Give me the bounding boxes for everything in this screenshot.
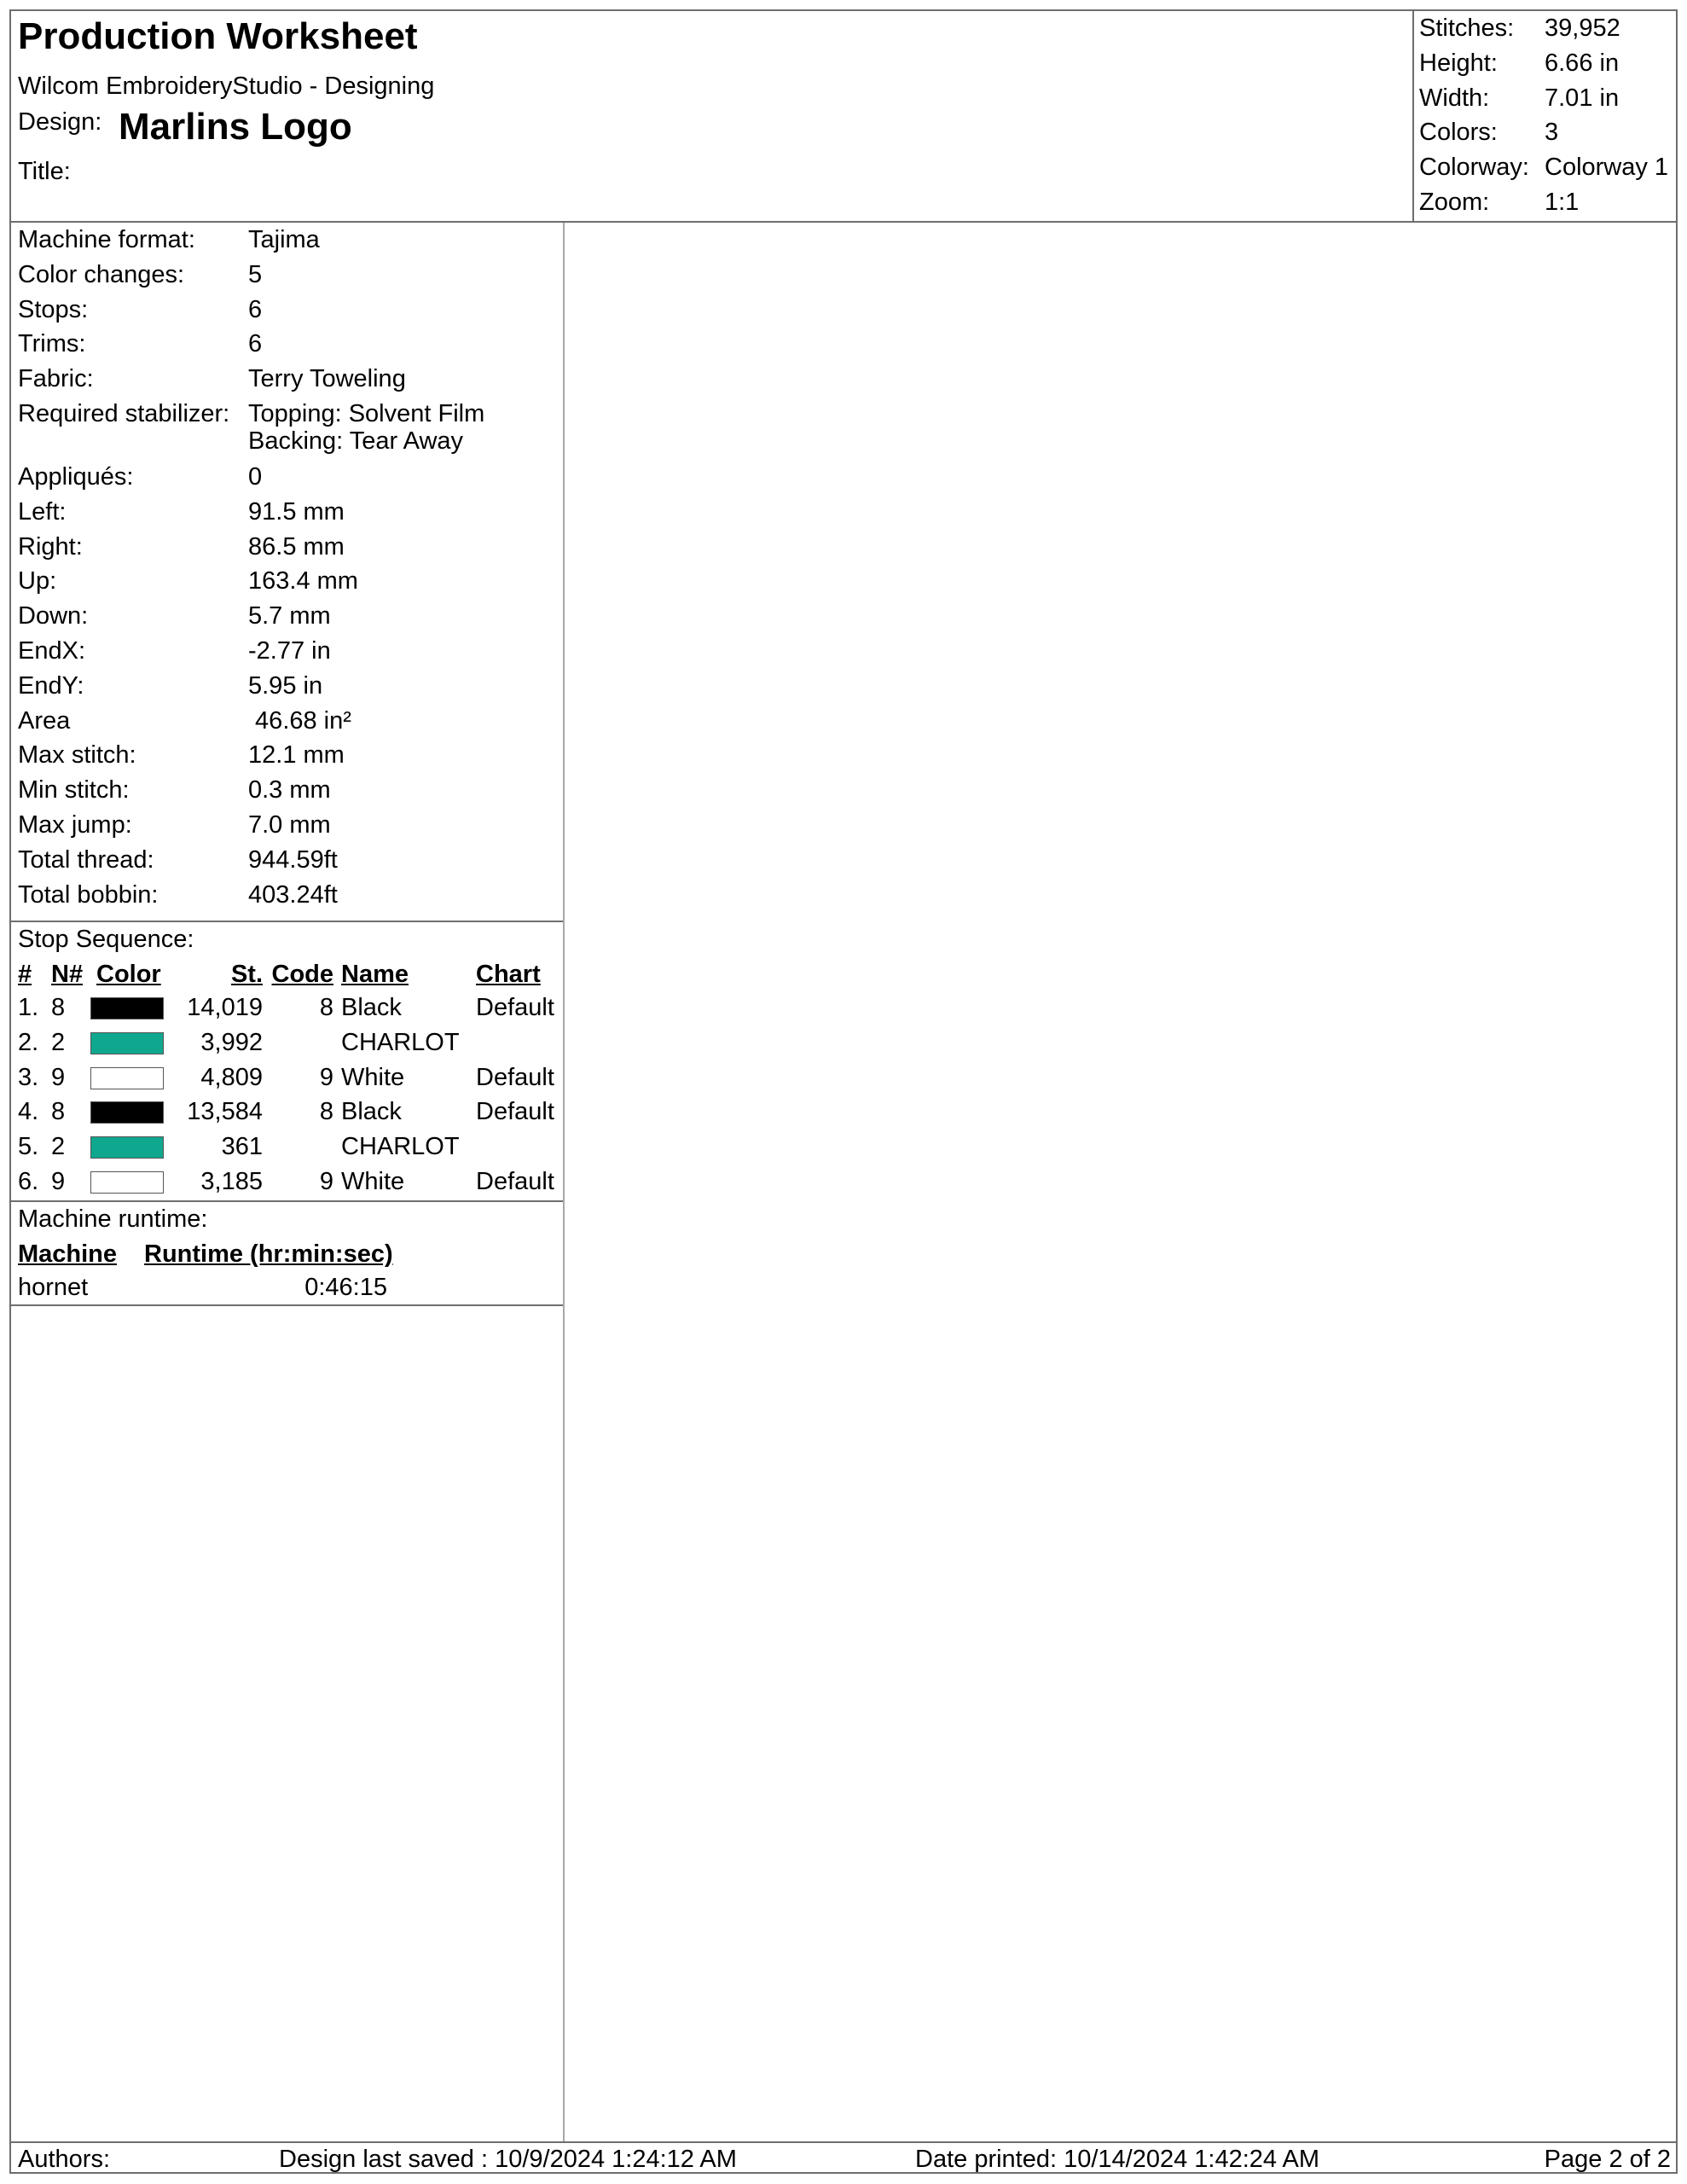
stop-name: Black — [341, 994, 402, 1021]
machine-runtime — [11, 1202, 563, 1306]
table-row — [11, 1025, 563, 1060]
design-name: Marlins Logo — [119, 106, 352, 148]
stop-code: 8 — [319, 994, 333, 1021]
stat-value: Colorway 1 — [1545, 154, 1669, 182]
stop-stitches: 4,809 — [200, 1063, 263, 1091]
stop-name: CHARLOT — [341, 1028, 460, 1056]
stop-needle: 9 — [51, 1168, 66, 1195]
prop-value: 12.1 mm — [248, 741, 345, 770]
col-header-color: Color — [96, 961, 161, 988]
stop-stitches: 14,019 — [187, 994, 263, 1021]
prop-value: 163.4 mm — [248, 567, 358, 595]
prop-value: 86.5 mm — [248, 532, 345, 561]
footer-page-number: Page 2 of 2 — [1544, 2146, 1671, 2173]
design-stats — [1414, 11, 1676, 221]
stop-chart: Default — [476, 1168, 554, 1195]
col-header-needle: N# — [51, 961, 84, 988]
stat-label: Colors: — [1419, 119, 1498, 147]
prop-label: Min stitch: — [18, 776, 130, 804]
prop-value: 5.95 in — [248, 671, 323, 700]
stop-needle: 8 — [51, 1098, 66, 1126]
prop-value: 5.7 mm — [248, 602, 331, 630]
stat-label: Stitches: — [1419, 15, 1515, 42]
stop-chart: Default — [476, 1098, 554, 1126]
stop-num: 2. — [18, 1028, 39, 1056]
prop-label: Right: — [18, 532, 83, 561]
prop-label: Stops: — [18, 295, 89, 323]
table-row — [11, 990, 563, 1025]
stop-chart: Default — [476, 1063, 554, 1091]
prop-label: Fabric: — [18, 365, 94, 393]
prop-value: 46.68 in² — [248, 706, 351, 735]
stop-needle: 9 — [51, 1063, 66, 1091]
prop-label: Down: — [18, 602, 89, 630]
design-label: Design: — [18, 108, 102, 136]
color-swatch — [90, 1136, 164, 1159]
prop-value: 6 — [248, 295, 263, 323]
runtime-machine: hornet — [18, 1274, 89, 1301]
stat-value: 39,952 — [1545, 15, 1620, 42]
stop-stitches: 3,992 — [200, 1028, 263, 1056]
worksheet-title: Production Worksheet — [18, 15, 418, 57]
stop-num: 4. — [18, 1098, 39, 1126]
prop-value: 403.24ft — [248, 880, 338, 909]
runtime-value: 0:46:15 — [304, 1274, 387, 1301]
prop-value: -2.77 in — [248, 637, 331, 665]
stat-value: 6.66 in — [1545, 49, 1620, 77]
prop-value: 6 — [248, 330, 263, 358]
prop-label: Required stabilizer: — [18, 400, 230, 427]
col-header-code: Code — [271, 961, 333, 988]
color-swatch — [90, 1067, 164, 1089]
worksheet-header — [11, 11, 1676, 223]
stop-num: 5. — [18, 1133, 39, 1161]
color-swatch — [90, 1032, 164, 1054]
worksheet-frame — [9, 9, 1678, 2174]
stop-code: 9 — [319, 1063, 333, 1091]
table-row — [11, 1060, 563, 1095]
footer-authors: Authors: — [18, 2146, 110, 2173]
table-row — [11, 1095, 563, 1130]
stop-needle: 2 — [51, 1133, 66, 1161]
prop-value: 0.3 mm — [248, 776, 331, 804]
stop-chart: Default — [476, 994, 554, 1021]
stop-stitches: 13,584 — [187, 1098, 263, 1126]
stop-sequence-title: Stop Sequence: — [18, 926, 194, 953]
stop-stitches: 361 — [221, 1133, 263, 1161]
stop-num: 6. — [18, 1168, 39, 1195]
col-header-machine: Machine — [18, 1240, 118, 1268]
stop-name: Black — [341, 1098, 402, 1126]
footer-date-printed: Date printed: 10/14/2024 1:42:24 AM — [915, 2146, 1320, 2173]
prop-label: Appliqués: — [18, 463, 134, 491]
prop-label: Area — [18, 706, 71, 735]
app-name: Wilcom EmbroideryStudio - Designing — [18, 73, 435, 100]
details-column — [11, 223, 565, 2141]
prop-label: Machine format: — [18, 226, 195, 253]
color-swatch — [90, 1101, 164, 1124]
stat-value: 3 — [1545, 119, 1559, 147]
header-info — [11, 11, 1414, 221]
col-header-num: # — [18, 961, 32, 988]
stop-name: CHARLOT — [341, 1133, 460, 1161]
prop-label: EndY: — [18, 671, 84, 700]
prop-value: 7.0 mm — [248, 811, 331, 839]
prop-label: EndX: — [18, 637, 85, 665]
color-swatch — [90, 1171, 164, 1194]
prop-label: Left: — [18, 497, 67, 526]
col-header-stitches: St. — [230, 961, 263, 988]
stop-sequence — [11, 922, 563, 1202]
prop-value: Terry Toweling — [248, 365, 406, 393]
stop-needle: 2 — [51, 1028, 66, 1056]
footer-last-saved: Design last saved : 10/9/2024 1:24:12 AM — [279, 2146, 737, 2173]
prop-value: Backing: Tear Away — [248, 427, 464, 455]
stop-stitches: 3,185 — [200, 1168, 263, 1195]
machine-properties — [11, 223, 563, 922]
prop-label: Total thread: — [18, 845, 154, 874]
col-header-chart: Chart — [476, 961, 541, 988]
prop-label: Up: — [18, 567, 57, 595]
prop-label: Trims: — [18, 330, 86, 358]
prop-value: Topping: Solvent Film — [248, 400, 485, 427]
stop-name: White — [341, 1063, 405, 1091]
stat-label: Zoom: — [1419, 189, 1490, 216]
prop-value: 0 — [248, 463, 263, 491]
stop-name: White — [341, 1168, 405, 1195]
stop-num: 3. — [18, 1063, 39, 1091]
title-label: Title: — [18, 158, 71, 185]
table-row — [11, 1130, 563, 1165]
stat-label: Height: — [1419, 49, 1498, 77]
prop-label: Max jump: — [18, 811, 132, 839]
prop-label: Total bobbin: — [18, 880, 159, 909]
col-header-runtime: Runtime (hr:min:sec) — [144, 1240, 393, 1268]
prop-value: 944.59ft — [248, 845, 338, 874]
color-swatch — [90, 997, 164, 1019]
stop-code: 9 — [319, 1168, 333, 1195]
prop-value: Tajima — [248, 226, 320, 253]
worksheet-footer — [11, 2141, 1676, 2174]
col-header-name: Name — [341, 961, 409, 988]
table-row — [11, 1165, 563, 1199]
stop-code: 8 — [319, 1098, 333, 1126]
stat-label: Width: — [1419, 84, 1490, 112]
design-preview-area — [565, 223, 1676, 2141]
stop-needle: 8 — [51, 994, 66, 1021]
stat-value: 7.01 in — [1545, 84, 1620, 112]
prop-label: Max stitch: — [18, 741, 136, 770]
stat-value: 1:1 — [1545, 189, 1580, 216]
stop-num: 1. — [18, 994, 39, 1021]
prop-label: Color changes: — [18, 260, 185, 288]
prop-value: 5 — [248, 260, 263, 288]
stat-label: Colorway: — [1419, 154, 1529, 182]
prop-value: 91.5 mm — [248, 497, 345, 526]
runtime-title: Machine runtime: — [18, 1205, 208, 1233]
